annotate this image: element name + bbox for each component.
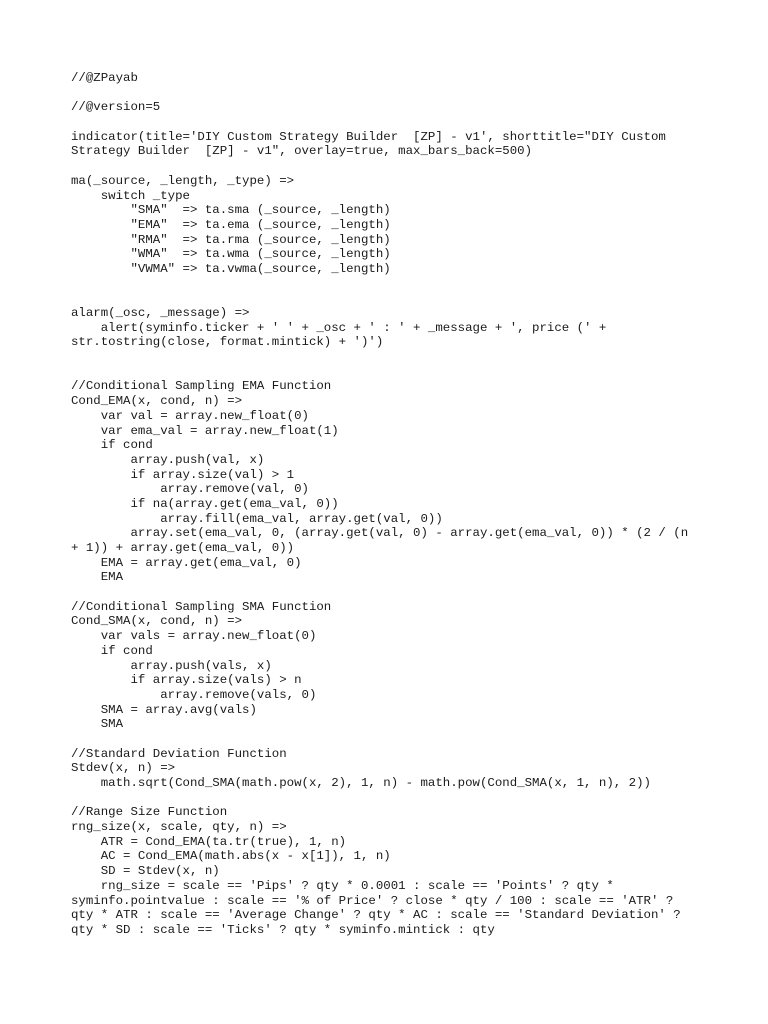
code-line: if cond xyxy=(71,643,153,658)
code-line: //Standard Deviation Function xyxy=(71,746,287,761)
code-line: //Conditional Sampling SMA Function xyxy=(71,599,332,614)
code-line: Cond_SMA(x, cond, n) => xyxy=(71,614,243,629)
code-line: SMA xyxy=(71,717,124,732)
code-line: "SMA" => ta.sma (_source, _length) xyxy=(71,203,391,218)
code-listing xyxy=(71,71,711,938)
code-line: if array.size(val) > 1 xyxy=(71,467,295,482)
code-line: "VWMA" => ta.vwma(_source, _length) xyxy=(71,261,391,276)
code-line: "WMA" => ta.wma (_source, _length) xyxy=(71,247,391,262)
code-line: rng_size = scale == 'Pips' ? qty * 0.0001 : scale == 'Points' ? qty * xyxy=(71,878,614,893)
code-line: array.push(vals, x) xyxy=(71,658,272,673)
code-line: qty * ATR : scale == 'Average Change' ? qty * AC : scale == 'Standard Deviation' ? xyxy=(71,908,681,923)
code-line: + 1)) + array.get(ema_val, 0)) xyxy=(71,541,295,555)
code-line: //@version=5 xyxy=(71,100,161,115)
blank-line xyxy=(71,732,711,747)
code-line: var val = array.new_float(0) xyxy=(71,408,309,423)
code-line: ATR = Cond_EMA(ta.tr(true), 1, n) xyxy=(71,834,347,849)
code-line: Cond_EMA(x, cond, n) => xyxy=(71,394,243,409)
blank-line xyxy=(71,365,711,380)
blank-line xyxy=(71,585,711,600)
code-line: indicator(title='DIY Custom Strategy Builder [ZP] - v1', shorttitle="DIY Custom xyxy=(71,129,666,144)
code-line: array.push(val, x) xyxy=(71,452,265,467)
code-line: switch _type xyxy=(71,188,190,203)
code-line: Stdev(x, n) => xyxy=(71,761,176,776)
code-line: alert(syminfo.ticker + ' ' + _osc + ' : ' + _message + ', price (' + xyxy=(71,320,607,335)
code-line: EMA xyxy=(71,570,124,585)
code-line: alarm(_osc, _message) => xyxy=(71,306,250,320)
code-line: array.remove(vals, 0) xyxy=(71,687,317,702)
code-line: qty * SD : scale == 'Ticks' ? qty * syminfo.mintick : qty xyxy=(71,922,495,937)
code-line: SMA = array.avg(vals) xyxy=(71,702,257,717)
blank-line xyxy=(71,350,711,365)
code-line: array.fill(ema_val, array.get(val, 0)) xyxy=(71,511,443,526)
blank-line xyxy=(71,277,711,292)
code-line: str.tostring(close, format.mintick) + ')') xyxy=(71,335,384,350)
code-line: rng_size(x, scale, qty, n) => xyxy=(71,820,287,835)
code-line: //Range Size Function xyxy=(71,805,228,820)
code-line: array.set(ema_val, 0, (array.get(val, 0) - array.get(ema_val, 0)) * (2 / (n xyxy=(71,526,689,541)
code-line: //@ZPayab xyxy=(71,71,138,85)
code-line: var ema_val = array.new_float(1) xyxy=(71,423,339,438)
code-line: SD = Stdev(x, n) xyxy=(71,864,220,879)
blank-line xyxy=(71,291,711,306)
code-line: syminfo.pointvalue : scale == '% of Price' ? close * qty / 100 : scale == 'ATR' ? xyxy=(71,893,674,908)
code-line: math.sqrt(Cond_SMA(math.pow(x, 2), 1, n) - math.pow(Cond_SMA(x, 1, n), 2)) xyxy=(71,776,651,790)
blank-line xyxy=(71,791,711,806)
blank-line xyxy=(71,159,711,174)
code-line: ma(_source, _length, _type) => xyxy=(71,173,295,188)
code-line: AC = Cond_EMA(math.abs(x - x[1]), 1, n) xyxy=(71,849,391,864)
code-line: "EMA" => ta.ema (_source, _length) xyxy=(71,217,391,232)
code-line: array.remove(val, 0) xyxy=(71,482,309,497)
code-line: Strategy Builder [ZP] - v1", overlay=true, max_bars_back=500) xyxy=(71,144,533,159)
code-line: var vals = array.new_float(0) xyxy=(71,629,317,644)
code-line: if cond xyxy=(71,438,153,453)
code-line: "RMA" => ta.rma (_source, _length) xyxy=(71,232,391,247)
blank-line xyxy=(71,115,711,130)
code-line: EMA = array.get(ema_val, 0) xyxy=(71,555,302,570)
blank-line xyxy=(71,86,711,101)
code-line: if na(array.get(ema_val, 0)) xyxy=(71,496,339,511)
code-line: if array.size(vals) > n xyxy=(71,673,302,688)
code-line: //Conditional Sampling EMA Function xyxy=(71,379,332,394)
